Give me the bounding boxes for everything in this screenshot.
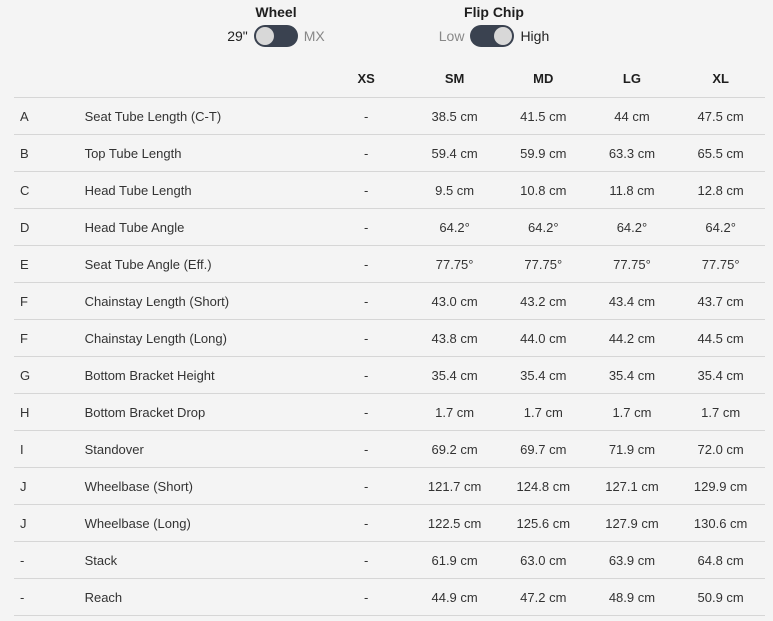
cell-xl: 130.6 cm — [676, 505, 765, 542]
cell-xs: - — [322, 172, 410, 209]
cell-md: 10.8 cm — [499, 172, 588, 209]
cell-lg: 11.8 cm — [588, 172, 677, 209]
cell-xl: 72.0 cm — [676, 431, 765, 468]
cell-lg: 44.2 cm — [588, 320, 677, 357]
row-label: Wheelbase (Long) — [85, 505, 323, 542]
cell-xl: 77.75° — [676, 246, 765, 283]
cell-lg: 35.4 cm — [588, 357, 677, 394]
cell-md: 63.0 cm — [499, 542, 588, 579]
cell-sm: 121.7 cm — [410, 468, 499, 505]
header-size-lg: LG — [588, 60, 677, 98]
row-code: C — [14, 172, 85, 209]
geometry-table-body — [14, 98, 765, 616]
cell-xs: - — [322, 98, 410, 135]
table-row — [14, 209, 765, 246]
cell-xl: 12.8 cm — [676, 172, 765, 209]
cell-md: 47.2 cm — [499, 579, 588, 616]
cell-xl: 1.7 cm — [676, 394, 765, 431]
flip-chip-option-low[interactable]: Low — [438, 28, 465, 44]
cell-xs: - — [322, 394, 410, 431]
cell-lg: 43.4 cm — [588, 283, 677, 320]
header-size-xl: XL — [676, 60, 765, 98]
cell-sm: 38.5 cm — [410, 98, 499, 135]
cell-lg: 44 cm — [588, 98, 677, 135]
row-label: Reach — [85, 579, 323, 616]
table-row — [14, 542, 765, 579]
cell-lg: 1.7 cm — [588, 394, 677, 431]
cell-md: 59.9 cm — [499, 135, 588, 172]
cell-sm: 77.75° — [410, 246, 499, 283]
cell-lg: 48.9 cm — [588, 579, 677, 616]
cell-lg: 63.9 cm — [588, 542, 677, 579]
row-label: Head Tube Length — [85, 172, 323, 209]
cell-xs: - — [322, 431, 410, 468]
cell-xl: 50.9 cm — [676, 579, 765, 616]
cell-sm: 69.2 cm — [410, 431, 499, 468]
cell-xl: 129.9 cm — [676, 468, 765, 505]
row-label: Chainstay Length (Short) — [85, 283, 323, 320]
wheel-option-mx[interactable]: MX — [303, 28, 325, 44]
cell-xs: - — [322, 542, 410, 579]
cell-md: 43.2 cm — [499, 283, 588, 320]
cell-md: 77.75° — [499, 246, 588, 283]
cell-sm: 44.9 cm — [410, 579, 499, 616]
row-label: Seat Tube Length (C-T) — [85, 98, 323, 135]
cell-lg: 77.75° — [588, 246, 677, 283]
row-code: A — [14, 98, 85, 135]
row-code: F — [14, 320, 85, 357]
row-code: E — [14, 246, 85, 283]
cell-md: 124.8 cm — [499, 468, 588, 505]
geometry-header-row — [14, 60, 765, 98]
cell-lg: 127.1 cm — [588, 468, 677, 505]
table-row — [14, 98, 765, 135]
header-label — [85, 60, 323, 98]
cell-xl: 65.5 cm — [676, 135, 765, 172]
header-size-sm: SM — [410, 60, 499, 98]
table-row — [14, 431, 765, 468]
cell-xl: 64.8 cm — [676, 542, 765, 579]
cell-md: 64.2° — [499, 209, 588, 246]
row-label: Standover — [85, 431, 323, 468]
row-code: H — [14, 394, 85, 431]
row-code: - — [14, 579, 85, 616]
cell-sm: 43.0 cm — [410, 283, 499, 320]
flip-chip-toggle-group — [428, 4, 560, 47]
cell-xs: - — [322, 505, 410, 542]
flip-chip-toggle-switch[interactable] — [470, 25, 514, 47]
wheel-toggle-knob — [256, 27, 274, 45]
flip-chip-toggle-title: Flip Chip — [464, 4, 524, 20]
cell-md: 41.5 cm — [499, 98, 588, 135]
table-row — [14, 505, 765, 542]
cell-md: 125.6 cm — [499, 505, 588, 542]
row-label: Bottom Bracket Drop — [85, 394, 323, 431]
geometry-table-head — [14, 60, 765, 98]
cell-xs: - — [322, 246, 410, 283]
flip-chip-option-high[interactable]: High — [520, 28, 550, 44]
wheel-toggle-switch[interactable] — [254, 25, 298, 47]
cell-md: 44.0 cm — [499, 320, 588, 357]
row-label: Seat Tube Angle (Eff.) — [85, 246, 323, 283]
row-label: Chainstay Length (Long) — [85, 320, 323, 357]
row-code: B — [14, 135, 85, 172]
table-row — [14, 468, 765, 505]
cell-md: 35.4 cm — [499, 357, 588, 394]
cell-md: 1.7 cm — [499, 394, 588, 431]
cell-xl: 44.5 cm — [676, 320, 765, 357]
table-row — [14, 320, 765, 357]
header-code — [14, 60, 85, 98]
cell-xs: - — [322, 468, 410, 505]
table-row — [14, 172, 765, 209]
row-code: G — [14, 357, 85, 394]
cell-sm: 1.7 cm — [410, 394, 499, 431]
cell-xs: - — [322, 357, 410, 394]
cell-xs: - — [322, 209, 410, 246]
wheel-toggle-row — [216, 25, 336, 47]
row-code: J — [14, 468, 85, 505]
wheel-option-29[interactable]: 29" — [227, 28, 248, 44]
table-row — [14, 135, 765, 172]
table-row — [14, 394, 765, 431]
row-label: Stack — [85, 542, 323, 579]
cell-sm: 9.5 cm — [410, 172, 499, 209]
cell-lg: 64.2° — [588, 209, 677, 246]
cell-lg: 127.9 cm — [588, 505, 677, 542]
row-code: D — [14, 209, 85, 246]
flip-chip-toggle-knob — [494, 27, 512, 45]
table-row — [14, 357, 765, 394]
cell-xl: 47.5 cm — [676, 98, 765, 135]
geometry-toggles — [0, 4, 773, 48]
table-row — [14, 579, 765, 616]
cell-xl: 43.7 cm — [676, 283, 765, 320]
cell-xs: - — [322, 579, 410, 616]
cell-xs: - — [322, 283, 410, 320]
cell-lg: 63.3 cm — [588, 135, 677, 172]
cell-xl: 64.2° — [676, 209, 765, 246]
cell-sm: 35.4 cm — [410, 357, 499, 394]
cell-lg: 71.9 cm — [588, 431, 677, 468]
wheel-toggle-group — [216, 4, 336, 47]
table-row — [14, 283, 765, 320]
row-code: - — [14, 542, 85, 579]
cell-md: 69.7 cm — [499, 431, 588, 468]
row-code: J — [14, 505, 85, 542]
cell-xs: - — [322, 135, 410, 172]
cell-sm: 122.5 cm — [410, 505, 499, 542]
header-size-md: MD — [499, 60, 588, 98]
row-code: F — [14, 283, 85, 320]
row-label: Top Tube Length — [85, 135, 323, 172]
flip-chip-toggle-row — [428, 25, 560, 47]
wheel-toggle-title: Wheel — [255, 4, 297, 20]
cell-sm: 64.2° — [410, 209, 499, 246]
row-label: Wheelbase (Short) — [85, 468, 323, 505]
header-size-xs: XS — [322, 60, 410, 98]
cell-sm: 61.9 cm — [410, 542, 499, 579]
cell-xs: - — [322, 320, 410, 357]
cell-sm: 59.4 cm — [410, 135, 499, 172]
geometry-table — [14, 60, 765, 616]
cell-xl: 35.4 cm — [676, 357, 765, 394]
row-label: Head Tube Angle — [85, 209, 323, 246]
table-row — [14, 246, 765, 283]
cell-sm: 43.8 cm — [410, 320, 499, 357]
row-label: Bottom Bracket Height — [85, 357, 323, 394]
row-code: I — [14, 431, 85, 468]
